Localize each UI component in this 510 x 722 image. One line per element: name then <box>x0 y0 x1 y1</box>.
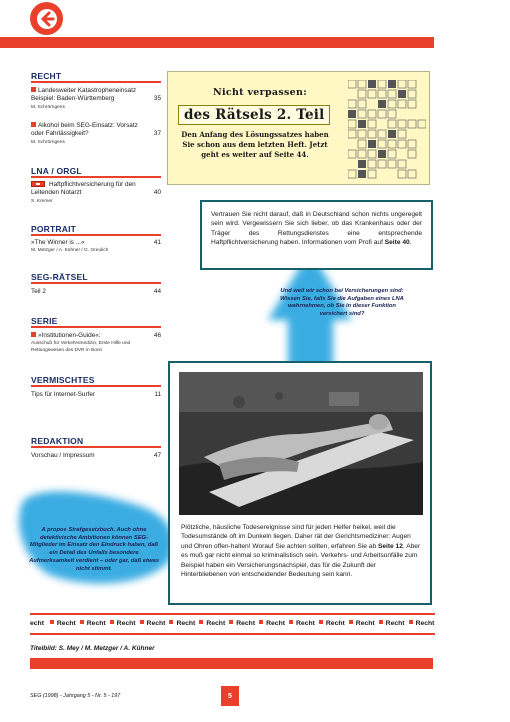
photo-image <box>179 372 423 515</box>
toc-entry[interactable]: »The Winner is ...« 41 M. Metzger / A. Kühner / G. Greulich <box>31 239 161 254</box>
death-teaser-box[interactable] <box>168 361 432 605</box>
puzzle-teaser-box[interactable] <box>167 71 430 185</box>
teaser-kicker: Nicht verpassen: <box>213 87 308 98</box>
bullet-square-icon <box>229 620 233 624</box>
strip-word: Recht <box>409 615 435 633</box>
page-reference-link[interactable]: Seite 40 <box>384 239 410 247</box>
teaser-body: Den Anfang des Lösungssatzes haben Sie schon aus dem letzten Heft. Jetzt geht es weiter auf Seite 44. <box>181 130 329 159</box>
page-number: 46 <box>153 332 161 339</box>
bullet-square-icon <box>140 620 144 624</box>
section-head-redaktion: REDAKTION <box>31 436 84 446</box>
death-teaser-text: Plötzliche, häusliche Todesereignisse sind für jeden Helfer heikel, weil die Todesumstände oft im Dunkeln liegen. Daher rät der Gerichtsmediziner: Augen und Ohren offen-halten! Worauf Sie achten sollten, erfahren Sie ab Seite 12. Aber es muß gar nicht einmal so kriminalistisch sein. Verkehrs- und Arbeitsunfälle zum Beispiel haben ein Versicherungsnachspiel, das für die Zukunft der Hinterbliebenen von entscheidender Bedeutung sein kann. <box>181 524 421 579</box>
toc-entry[interactable]: »Institutionen-Guide«: 46 Ausschuß für Verkehrsmedizin, Erste Hilfe und Rettungswesen des DVR in Bonn <box>31 332 161 353</box>
strip-word: Recht <box>349 615 375 633</box>
section-head-lna: LNA / ORGL <box>31 166 82 176</box>
page-number: 44 <box>153 288 161 295</box>
recht-strip <box>30 615 435 633</box>
page-number: 35 <box>153 95 161 102</box>
section-head-vermischtes: VERMISCHTES <box>31 375 95 385</box>
bullet-square-icon <box>80 620 84 624</box>
section-rule <box>31 446 161 448</box>
strip-word: Recht <box>259 615 285 633</box>
strip-word: Recht <box>379 615 405 633</box>
page-number: 41 <box>153 239 161 246</box>
teaser-headline: des Rätsels 2. Teil <box>178 105 330 125</box>
bullet-square-icon <box>31 332 36 337</box>
bullet-square-icon <box>50 620 54 624</box>
author: M. Schrörngens <box>31 139 65 145</box>
section-rule <box>31 326 161 328</box>
accident-photo <box>179 372 423 515</box>
section-rule <box>31 81 161 83</box>
toc-entry[interactable]: Vorschau / Impressum 47 <box>31 452 161 459</box>
page-number: 11 <box>154 391 161 398</box>
bullet-square-icon <box>259 620 263 624</box>
strip-word: Recht <box>140 615 166 633</box>
author: M. Metzger / A. Kühner / G. Greulich <box>31 248 109 254</box>
callout-strafgesetzbuch: A propos Strafgesetzbuch. Auch ohne detektivische Ambitionen können SEG-Mitglieder im Einsatz den Eindruck haben, daß ein Detail des Unfalls besondere Aufmerksamkeit verdient – oder gar, daß etwas nicht stimmt. <box>29 527 159 572</box>
cover-credit: Titelbild: S. Mey / M. Metzger / A. Kühner <box>30 645 155 652</box>
page-number: 47 <box>153 452 161 459</box>
bullet-square-icon <box>31 122 36 127</box>
section-head-raetsel: SEG-RÄTSEL <box>31 272 88 282</box>
page-number: 40 <box>153 189 161 196</box>
footer-citation: SEG (1998) - Jahrgang 5 - Nr. 5 - 197 <box>30 693 121 699</box>
section-rule <box>31 282 161 284</box>
bottom-bar <box>30 658 433 669</box>
toc-entry[interactable]: Landesweiter Katastropheneinsatz Beispiel: Baden-Württemberg 35 M. Schrörngens <box>31 87 161 110</box>
toc-entry[interactable]: Alkohol beim SEG-Einsatz: Vorsatz oder Fahrlässigkeit? 37 M. Schrörngens <box>31 122 161 145</box>
strip-word: Recht <box>110 615 136 633</box>
bullet-square-icon <box>110 620 114 624</box>
page-reference-link[interactable]: Seite 12 <box>377 542 403 550</box>
toc-entry[interactable]: Haftpflichtversicherung für den Leitenden Notarzt 40 S. Kremer <box>31 181 161 204</box>
section-head-portrait: PORTRAIT <box>31 224 77 234</box>
bullet-square-icon <box>289 620 293 624</box>
strip-word: Recht <box>199 615 225 633</box>
section-head-serie: SERIE <box>31 316 58 326</box>
strip-word: Recht <box>289 615 315 633</box>
bullet-square-icon <box>31 87 36 92</box>
bullet-square-icon <box>199 620 203 624</box>
section-rule <box>31 385 161 387</box>
toc-entry[interactable]: Tips für Internet-Surfer 11 <box>31 391 161 398</box>
callout-insurance: Und weil wir schon bei Versicherungen sind: Wissen Sie, falls Sie die Aufgaben eines LNA wahrnehmen, ob Sie in dieser Funktion versichert sind? <box>280 288 404 318</box>
author: M. Schrörngens <box>31 104 65 110</box>
flag-icon <box>31 181 45 187</box>
strip-word: Recht <box>50 615 76 633</box>
section-rule <box>31 234 161 236</box>
strip-word: echt <box>30 620 44 627</box>
bullet-square-icon <box>379 620 383 624</box>
bullet-square-icon <box>409 620 413 624</box>
strip-word: Recht <box>169 615 195 633</box>
bullet-square-icon <box>349 620 353 624</box>
author: S. Kremer <box>31 198 53 204</box>
section-rule <box>31 176 161 178</box>
bullet-square-icon <box>319 620 323 624</box>
toc-entry[interactable]: Teil 2 44 <box>31 288 161 295</box>
page-number-badge: 5 <box>221 686 239 706</box>
page-number: 37 <box>153 130 161 137</box>
strip-word: Recht <box>319 615 345 633</box>
strip-word: Recht <box>80 615 106 633</box>
crossword-grid-icon <box>348 80 426 180</box>
insurance-teaser-box[interactable]: Vertrauen Sie nicht darauf, daß in Deutschland schon nichts ungeregelt sein wird. Vergewissern Sie sich lieber, ob das Krankenhaus oder der Träger des Rettungsdienstes eine entsprechende Haftpflichtversicherung haben. Informationen vom Profi auf Seite 40. <box>200 200 433 270</box>
bullet-square-icon <box>169 620 173 624</box>
strip-rule <box>30 633 435 635</box>
section-head-recht: RECHT <box>31 71 62 81</box>
strip-word: Recht <box>229 615 255 633</box>
author: Ausschuß für Verkehrsmedizin, Erste Hilfe und Rettungswesen des DVR in Bonn <box>31 341 131 353</box>
